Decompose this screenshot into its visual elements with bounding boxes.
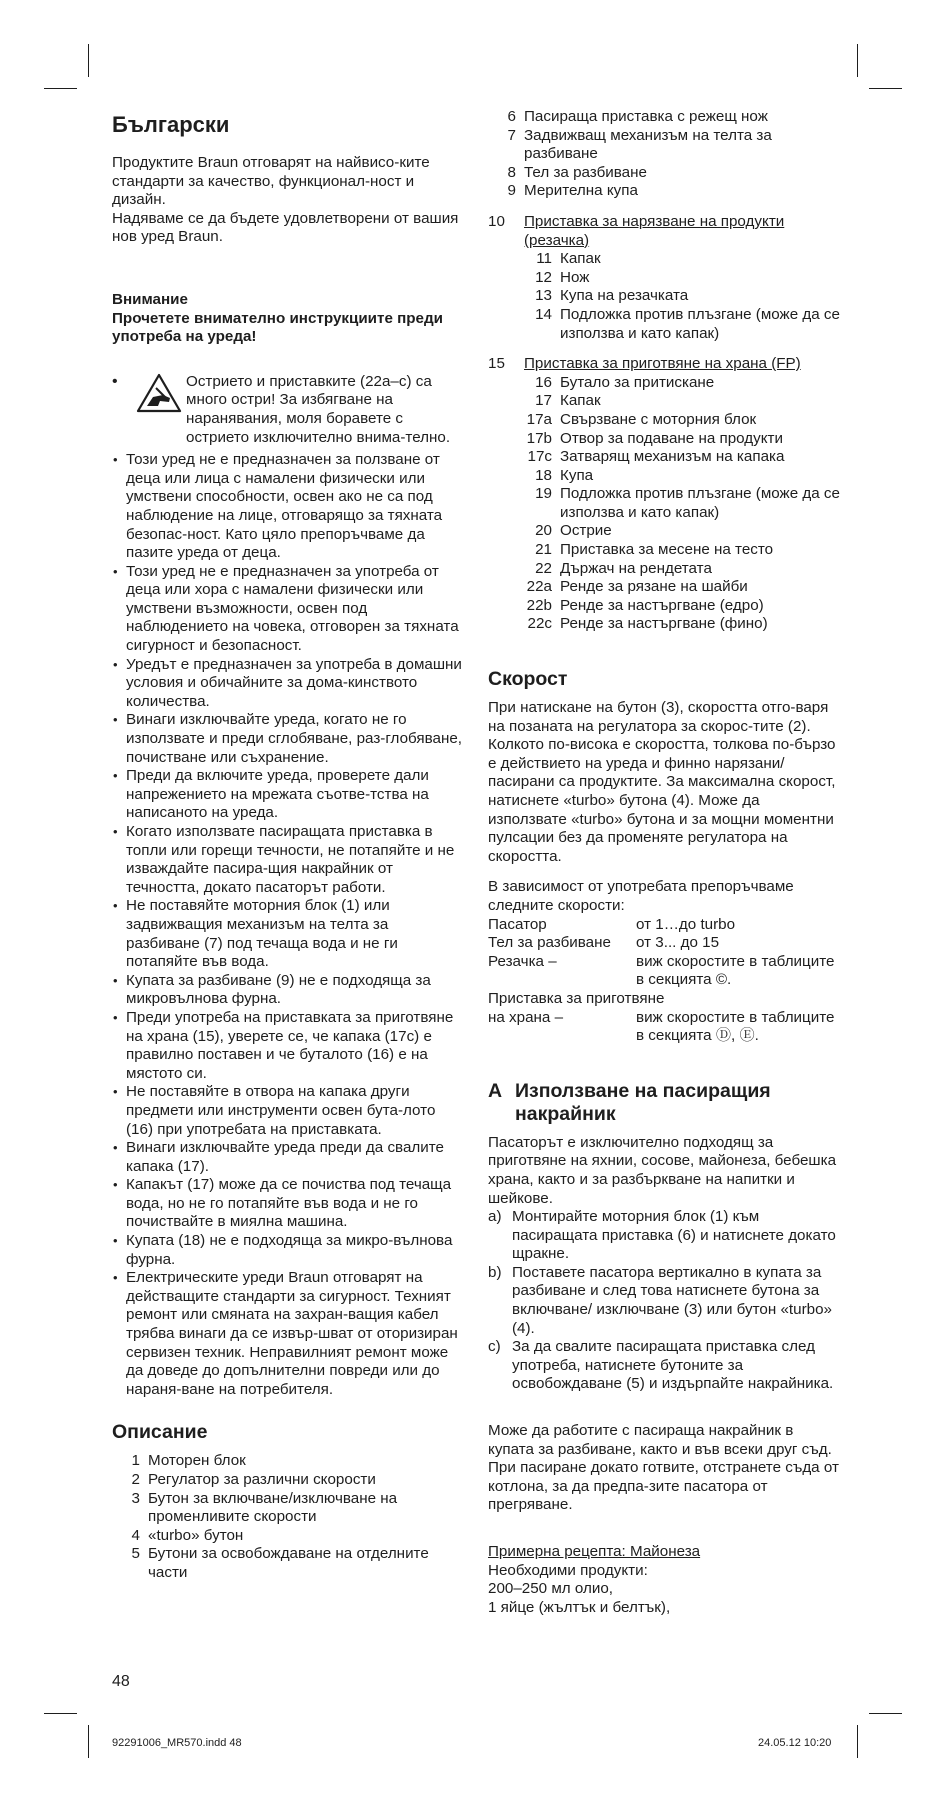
list-item: 6 Пасираща приставка с режещ нож — [507, 108, 768, 125]
footer-timestamp: 24.05.12 10:20 — [758, 1737, 832, 1749]
list-item: 17a Свързване с моторния блок — [526, 410, 757, 428]
list-item: • Преди да включите уреда, проверете дали напрежението на мрежата съотве-тства на написаното на уреда. — [112, 767, 464, 823]
speed-row-label: Приставка за приготвяне — [488, 989, 665, 1007]
speed-row: Резачка – виж скоростите в таблиците в секцията ©. — [488, 952, 835, 989]
crop-mark — [857, 44, 858, 77]
list-item: • Не поставяйте моторния блок (1) или задвижващия механизъм на телта за разбиване (7) под течаща вода и не ги потапяйте във вода. — [112, 897, 464, 971]
steps-list — [488, 1208, 840, 1394]
list-item: 8 Тел за разбиване — [507, 163, 647, 181]
group-heading-chopper — [488, 213, 840, 250]
list-item: 22 Държач на рендетата — [535, 559, 712, 577]
list-item: 7 Задвижващ механизъм на телта за разбиване — [507, 126, 772, 163]
group-title: Приставка за приготвяне на храна (FP) — [524, 355, 801, 373]
speed-row: на храна – виж скоростите в таблиците в секцията Ⓓ, Ⓔ. — [488, 1008, 835, 1045]
page-title: Български — [112, 112, 230, 137]
group-heading-food-processor — [488, 355, 840, 374]
bullet: • — [112, 372, 118, 390]
list-item: • Капакът (17) може да се почиства под течаща вода, но не го потапяйте във вода и не го почиствайте в миялна машина. — [112, 1176, 464, 1232]
right-column — [488, 108, 840, 1617]
food-processor-parts-list — [488, 374, 840, 634]
speed-recommendation: В зависимост от употребата препоръчваме следните скорости: — [488, 878, 794, 914]
list-item: 19 Подложка против плъзгане (може да се използва и като капак) — [535, 485, 840, 521]
list-item: 22b Ренде за настъргване (едро) — [526, 596, 764, 614]
list-item: 4 «turbo» бутон — [131, 1526, 244, 1544]
caution-heading: Внимание — [112, 290, 188, 308]
list-item: 22c Ренде за настъргване (фино) — [527, 615, 768, 633]
list-item: 11 Капак — [536, 250, 601, 268]
footer-file-info: 92291006_MR570.indd 48 — [112, 1737, 242, 1749]
section-a-title — [488, 1080, 840, 1126]
usage-paragraph: Може да работите с пасираща накрайник в купата за разбиване, както и във всеки друг съд. При пасиране докато готвите, отстранете съда от котлона, за да предпа-зите пасатора от прегряване. — [488, 1422, 839, 1514]
list-item: 14 Подложка против плъзгане (може да се използва и като капак) — [535, 305, 840, 342]
list-item: c) За да свалите пасиращата приставка след употреба, натиснете бутоните за освобождаване (5) и издърпайте накрайника. — [488, 1338, 834, 1393]
speed-title: Скорост — [488, 668, 568, 691]
list-item: 22a Ренде за рязане на шайби — [526, 578, 748, 596]
description-list-continued — [488, 108, 840, 201]
list-item: b) Поставете пасатора вертикално в купата за разбиване и след това натиснете бутона за включване/ изключване (3) или бутон «turbo» (4). — [488, 1263, 832, 1337]
list-item: 1 Моторен блок — [131, 1452, 246, 1470]
list-item: • Винаги изключвайте уреда преди да свалите капака (17). — [112, 1139, 464, 1176]
list-item: 2 Регулатор за различни скорости — [131, 1471, 376, 1488]
list-item: a) Монтирайте моторния блок (1) към пасиращата приставка (6) и натиснете докато щракне. — [488, 1208, 836, 1263]
recipe-line: 1 яйце (жълтък и белтък), — [488, 1598, 671, 1616]
crop-mark — [869, 1713, 902, 1714]
description-list — [112, 1452, 464, 1582]
warnings-list — [112, 451, 464, 1399]
list-item: 17b Отвор за подаване на продукти — [526, 429, 783, 447]
list-item: • Винаги изключвайте уреда, когато не го използвате и преди сглобяване, раз-глобяване, почистване или съхранение. — [112, 711, 464, 767]
section-letter: A — [488, 1079, 503, 1102]
warning-blade-item — [112, 373, 464, 447]
speed-paragraph: При натискане на бутон (3), скоростта отго-варя на позаната на регулатора за скорос-тите (2). Колкото по-висока е скоростта, толкова по-бързо е действието на уреда и финно нарязани/пасирани са продуктите. За максимална скорост, натиснете «turbo» бутона (4). Може да използвате «turbo» бутона и за мощни моментни пулсации без да променяте регулатора на скоростта. — [488, 699, 836, 865]
left-column — [112, 108, 464, 1583]
chopper-parts-list — [488, 250, 840, 343]
speed-row: Тел за разбиване от 3... до 15 — [488, 934, 720, 952]
list-item: 21 Приставка за месене на тесто — [535, 541, 774, 559]
list-item: • Купата (18) не е подходяща за микро-вълнова фурна. — [112, 1232, 464, 1269]
crop-mark — [869, 88, 902, 89]
list-item: 5 Бутони за освобождаване на отделните части — [131, 1545, 429, 1581]
section-heading: Използване на пасиращия накрайник — [515, 1079, 771, 1125]
crop-mark — [857, 1725, 858, 1758]
crop-mark — [88, 1725, 89, 1758]
list-item: 3 Бутон за включване/изключване на променливите скорости — [131, 1489, 398, 1526]
recipe-line: 200–250 мл олио, — [488, 1580, 613, 1598]
list-item: • Уредът е предназначен за употреба в домашни условия и обичайните за дома-кинството количества. — [112, 656, 464, 712]
list-item: 16 Бутало за притискане — [535, 373, 715, 391]
page-number: 48 — [112, 1673, 130, 1690]
list-item: • Купата за разбиване (9) не е подходяща за микровълнова фурна. — [112, 972, 464, 1009]
recipe-line: Необходими продукти: — [488, 1561, 648, 1579]
crop-mark — [44, 88, 77, 89]
warning-blade-text: Острието и приставките (22a–c) са много остри! За избягване на наранявания, моля боравете с острието изключително внима-телно. — [186, 372, 451, 446]
list-item: 17 Капак — [535, 392, 601, 410]
list-item: 18 Купа — [535, 466, 594, 484]
group-number: 15 — [488, 355, 505, 373]
group-title: Приставка за нарязване на продукти (резачка) — [524, 212, 785, 249]
crop-mark — [44, 1713, 77, 1714]
intro-paragraph: Продуктите Braun отговарят на найвисо-ките стандарти за качество, функционал-ност и дизайн. — [112, 154, 430, 209]
caution-subheading: Прочетете внимателно инструкциите преди употреба на уреда! — [112, 309, 443, 346]
list-item: 17c Затварящ механизъм на капака — [527, 448, 785, 466]
description-title: Описание — [112, 1421, 208, 1444]
group-number: 10 — [488, 212, 505, 230]
list-item: • Този уред не е предназначен за ползване от деца или лица с намалени физически или умствени способности, освен ако не са под наблюдение на лице, отговарящо за тяхната безопас-ност. Като цяло препоръчваме да пазите уреда от деца. — [112, 451, 464, 563]
speed-row: Пасатор от 1…до turbo — [488, 915, 736, 933]
intro-paragraph: Надяваме се да бъдете удовлетворени от вашия нов уред Braun. — [112, 209, 459, 246]
recipe-title: Примерна рецепта: Майонеза — [488, 1543, 701, 1560]
section-a-intro: Пасаторът е изключително подходящ за приготвяне на яхнии, сосове, майонеза, бебешка храна, както и за разбъркване на напитки и шейкове. — [488, 1133, 837, 1207]
list-item: 13 Купа на резачката — [535, 287, 689, 305]
list-item: 9 Мерителна купа — [507, 182, 638, 200]
list-item: • Когато използвате пасиращата приставка в топли или горещи течности, не потапяйте и не изваждайте пасира-щия накрайник от течността, докато пасаторът работи. — [112, 823, 464, 897]
list-item: 20 Острие — [535, 522, 612, 540]
list-item: • Преди употреба на приставката за приготвяне на храна (15), уверете се, че капака (17c) е правилно поставен и че буталото (16) е на мястото си. — [112, 1009, 464, 1083]
list-item: • Този уред не е предназначен за употреба от деца или хора с намалени физически или умствени възможности, освен под наблюдението на човека, отговорен за тяхната сигурност и безопасност. — [112, 563, 464, 656]
crop-mark — [88, 44, 89, 77]
list-item: • Не поставяйте в отвора на капака други предмети или инструменти освен бута-лото (16) при употребата на приставката. — [112, 1083, 464, 1139]
list-item: • Електрическите уреди Braun отговарят на действащите стандарти за сигурност. Техният ремонт или смяната на захран-ващия кабел трябва винаги да се извър-шват от оторизиран сервизен техник. Неправилният ремонт може да доведе до допълнителни повреди или до нараня-ване на потребителя. — [112, 1269, 464, 1399]
list-item: 12 Нож — [535, 268, 590, 286]
hand-cut-warning-icon — [136, 373, 182, 413]
